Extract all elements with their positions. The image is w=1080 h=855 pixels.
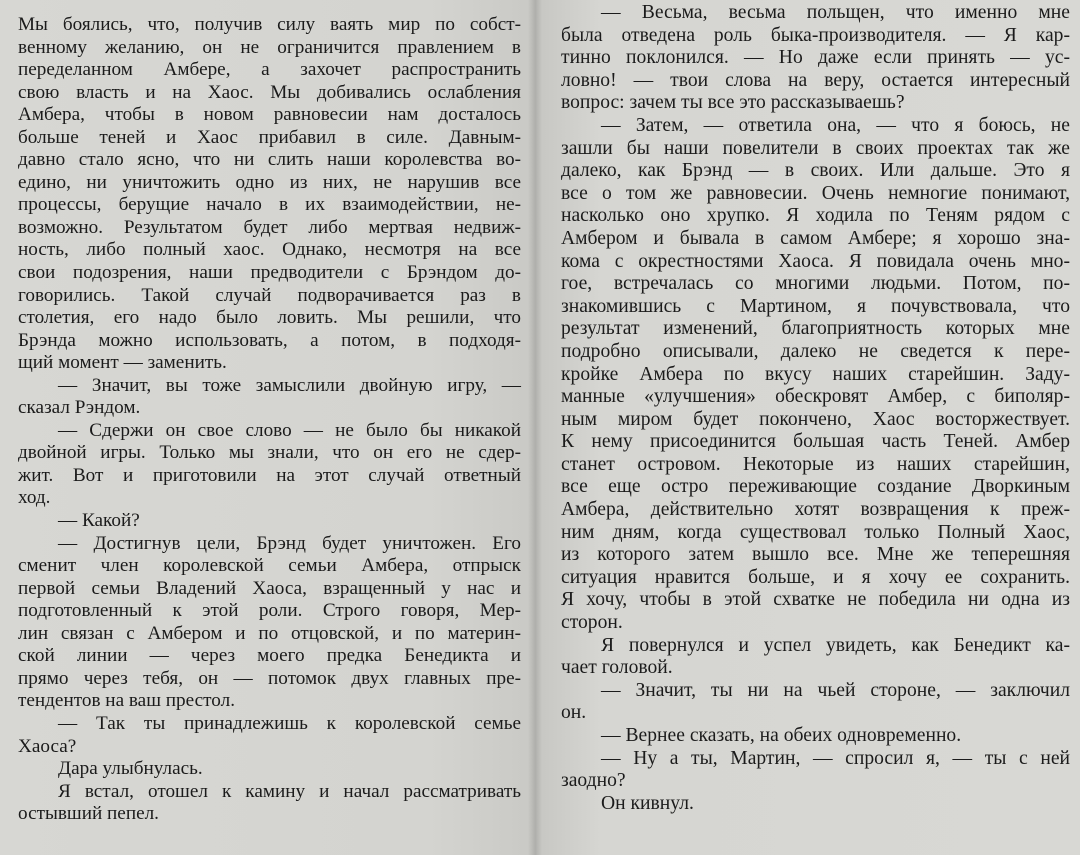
text-line: ситуация нравится больше, и я хочу ее сохранить. [561, 566, 1070, 588]
text-line: ним дням, когда существовал только Полный Хаос, [561, 521, 1070, 543]
text-line: — Так ты принадлежишь к королевской семье [58, 712, 521, 734]
text-line: ным миром будет покончено, Хаос восторжествует. [561, 408, 1070, 430]
text-line: едино, ни уничтожить одно из них, не нарушив все [18, 171, 521, 193]
text-line: свои подозрения, наши предводители с Брэндом до- [18, 262, 521, 284]
text-line: зашли бы наши повелители в своих проектах так же [561, 137, 1070, 159]
text-line: он. [561, 702, 587, 724]
text-line: процессы, берущие начало в их взаимодействии, не- [18, 194, 521, 216]
text-line: тендентов на ваш престол. [18, 690, 235, 712]
text-line: Я повернулся и успел увидеть, как Бенедикт ка- [601, 634, 1070, 656]
text-line: Амбера, действительно хотят возвращения к преж- [561, 499, 1070, 521]
text-line: Брэнда можно использовать, а потом, в подходя- [18, 329, 521, 351]
text-line: вопрос: зачем ты все это рассказываешь? [561, 92, 905, 114]
text-line: лин связан с Амбером и по отцовской, и по материн- [18, 622, 521, 644]
text-line: чает головой. [561, 657, 673, 679]
text-line: ность, либо полный хаос. Однако, несмотря на все [18, 239, 521, 261]
text-line: Я хочу, чтобы в этой схватке не победила ни одна из [561, 589, 1070, 611]
text-line: результат изменений, благоприятность которых мне [561, 318, 1070, 340]
text-line: все о том же равновесии. Очень немногие понимают, [561, 182, 1070, 204]
text-line: остывший пепел. [18, 803, 159, 825]
text-line: сказал Рэндом. [18, 397, 141, 419]
text-line: больше теней и Хаос прибавил в силе. Давным- [18, 126, 521, 148]
text-line: — Значит, вы тоже замыслили двойную игру, — [58, 374, 521, 396]
text-line: манные «улучшения» обескровят Амбер, с биполяр- [561, 386, 1070, 408]
text-line: станет островом. Некоторые из наших старейшин, [561, 453, 1070, 475]
text-line: ской линии — через моего предка Бенедикта и [18, 645, 521, 667]
text-line: возможно. Результатом будет либо мертвая недвиж- [18, 216, 521, 238]
text-line: — Какой? [58, 510, 140, 532]
text-line: — Ну а ты, Мартин, — спросил я, — ты с ней [601, 747, 1070, 769]
text-line: насколько оно хрупко. Я ходила по Теням рядом с [561, 205, 1070, 227]
text-line: прямо через тебя, он — потомок двух главных пре- [18, 667, 521, 689]
text-line: двойной игры. Только мы знали, что он его не сдер- [18, 442, 521, 464]
text-line: — Сдержи он свое слово — не было бы никакой [58, 419, 521, 441]
text-line: Мы боялись, что, получив силу ваять мир по собст- [18, 14, 521, 35]
text-line: была отведена роль быка-производителя. — Я кар- [561, 24, 1070, 46]
text-line: Хаоса? [18, 735, 77, 757]
text-line: гое, встречалась со многими людьми. Потом, по- [561, 273, 1070, 295]
text-line: подготовленный к этой роли. Строго говоря, Мер- [18, 600, 521, 622]
book-gutter [528, 0, 542, 855]
text-line: щий момент — заменить. [18, 352, 227, 374]
text-line: говорились. Такой случай подворачивается раз в [18, 284, 521, 306]
text-line: кройке Амбера по вкусу наших старейшин. Заду- [561, 363, 1070, 385]
text-line: давно стало ясно, что ни слить наши королевства во- [18, 149, 521, 171]
text-line: Я встал, отошел к камину и начал рассматривать [58, 780, 521, 802]
text-line: венному желанию, он не ограничится правлением в [18, 36, 521, 58]
text-line: Он кивнул. [601, 792, 694, 814]
text-line: — Вернее сказать, на обеих одновременно. [601, 725, 962, 746]
text-line: К нему присоединится большая часть Теней. Амбер [561, 431, 1070, 453]
text-line: тинно поклонился. — Но даже если принять — ус- [561, 47, 1070, 69]
text-line: подробно описывали, далеко не сведется к пере- [561, 340, 1070, 362]
text-line: ход. [18, 487, 51, 509]
text-line: из которого затем вышло все. Мне же теперешняя [561, 544, 1070, 566]
text-line: Амбера, чтобы в новом равновесии нам досталось [18, 104, 521, 126]
left-page [0, 0, 535, 855]
text-line: знакомившись с Мартином, я почувствовала, что [561, 295, 1070, 317]
text-line: сменит член королевской семьи Амбера, отпрыск [18, 555, 521, 577]
text-line: заодно? [561, 770, 626, 792]
text-line: кома с окрестностями Хаоса. Я повидала очень мно- [561, 250, 1070, 272]
text-line: — Затем, — ответила она, — что я боюсь, не [601, 114, 1070, 136]
text-line: все еще остро переживающие создание Дворкиным [561, 476, 1070, 498]
right-page [535, 0, 1080, 855]
text-line: сторон. [561, 612, 623, 634]
text-line: — Достигнув цели, Брэнд будет уничтожен. Его [58, 532, 521, 554]
text-line: жит. Вот и приготовили на этот случай ответный [18, 464, 521, 486]
text-line: — Весьма, весьма польщен, что именно мне [601, 2, 1070, 23]
text-line: первой семьи Владений Хаоса, взращенный у нас и [18, 577, 521, 599]
text-line: ловно! — твои слова на веру, остается интересный [561, 69, 1070, 91]
text-line: свою власть и на Хаос. Мы добивались ослабления [18, 81, 521, 103]
text-line: столетия, его надо было ловить. Мы решили, что [18, 307, 521, 329]
text-line: Дара улыбнулась. [58, 758, 203, 780]
text-line: переделанном Амбере, а захочет распространить [18, 59, 521, 81]
text-line: далеко, как Брэнд — в своих. Или дальше. Это я [561, 160, 1070, 182]
text-line: — Значит, ты ни на чьей стороне, — заключил [601, 679, 1070, 701]
text-line: Амбером и бывала в самом Амбере; я хорошо зна- [561, 227, 1070, 249]
